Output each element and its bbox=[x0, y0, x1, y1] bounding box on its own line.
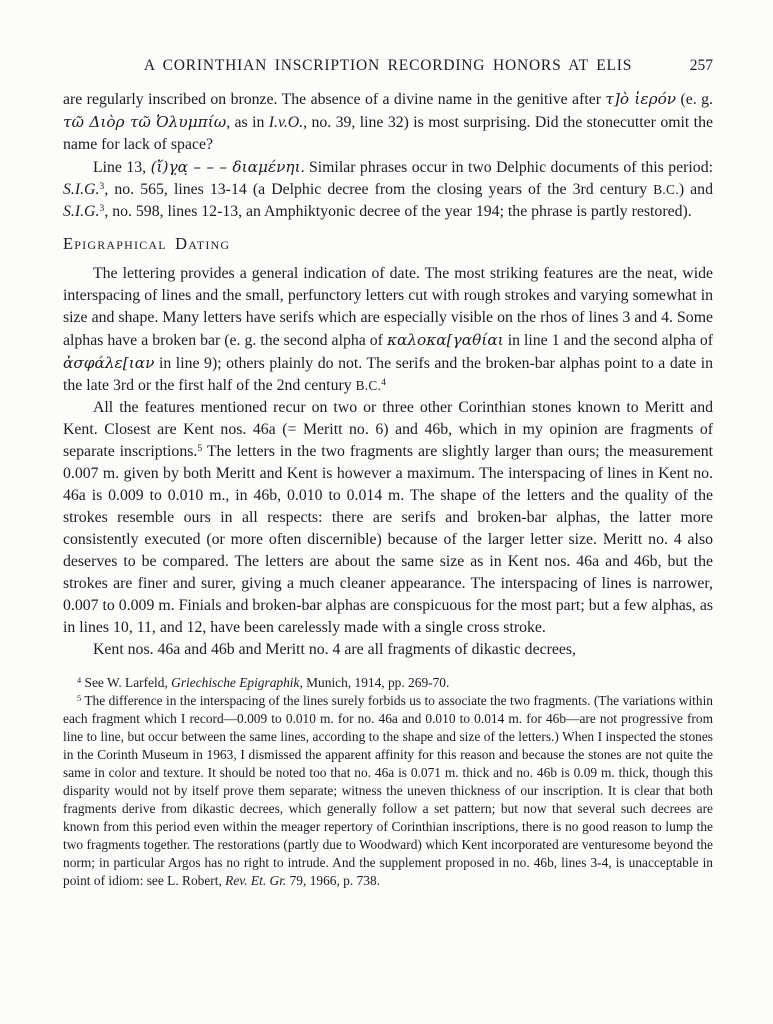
text-run: 79, 1966, p. 738. bbox=[286, 873, 380, 888]
text-run: Griechische Epigraphik bbox=[171, 675, 300, 690]
text-run: in line 1 and the second alpha of bbox=[503, 332, 713, 349]
text-run: See W. Larfeld, bbox=[81, 675, 172, 690]
text-run: , Munich, 1914, pp. 269-70. bbox=[299, 675, 450, 690]
text-run: καλοκα[γαθίαι bbox=[386, 331, 504, 349]
text-run: τῶ Διὸρ τῶ Ὀλυμπίω bbox=[63, 113, 227, 131]
body-paragraphs-section bbox=[63, 263, 713, 661]
text-run: 3 bbox=[99, 181, 105, 193]
text-run: All the features mentioned recur on two or three other Corinthian stones known to Meritt and Kent. Closest are Kent nos. 46a (= Meritt no. 6) and 46b, which in my opinion are fragments of separate inscriptions. bbox=[63, 399, 713, 460]
running-head bbox=[63, 56, 713, 76]
footnote bbox=[63, 674, 713, 692]
text-run: S.I.G. bbox=[63, 181, 100, 198]
page-number: 257 bbox=[689, 57, 713, 74]
section-heading: Epigraphical Dating bbox=[63, 234, 231, 253]
text-run: 5 bbox=[77, 693, 82, 703]
text-run: 4 bbox=[77, 675, 82, 685]
text-run: 3 bbox=[99, 203, 105, 215]
text-run: Kent nos. 46a and 46b and Meritt no. 4 are all fragments of dikastic decrees, bbox=[93, 641, 576, 658]
text-run: ) and bbox=[678, 181, 713, 198]
text-run: 4 bbox=[381, 377, 387, 389]
text-run: are regularly inscribed on bronze. The absence of a divine name in the genitive after bbox=[63, 91, 606, 108]
text-run: (e. g. bbox=[676, 91, 713, 108]
text-run: ἀσφάλε[ιαν bbox=[63, 354, 155, 372]
text-run: (ἴ)γ̣α̣ – – – διαμένηι bbox=[150, 158, 301, 176]
paragraph bbox=[63, 88, 713, 156]
text-run: in line 9); others plainly do not. The serifs and the broken-bar alphas point to a date in the late 3rd or the first half of the 2nd century bbox=[63, 355, 713, 394]
text-run: τ]ὸ ἱερόν bbox=[605, 90, 677, 108]
body-paragraphs-top bbox=[63, 88, 713, 223]
text-run: The difference in the interspacing of the lines surely forbids us to associate the two fragments. (The variations within each fragment which I record—0.009 to 0.010 m. for no. 46a and 0.010 to 0.014 m. for 46b—are not progressive from line to line, but occur between the same lines, according to the shape and size of the letters.) When I inspected the stones in the Corinth Museum in 1963, I dismissed the apparent affinity for this reason and because the stones are not quite the same in color and texture. It should be noted too that no. 46a is 0.071 m. thick and no. 46b is 0.09 m. thick, though this disparity would not by itself prove them separate; witness the uneven thickness of our inscription. It is clear that both fragments derive from dikastic decrees, which generally follow a set pattern; but now that several such decrees are known from this period even within the meager repertory of Corinthian inscriptions, there is no good reason to lump the two fragments together. The restorations (partly due to Woodward) which Kent incorporated are venturesome beyond the norm; in particular Argos has no right to intrude. And the supplement proposed in no. 46b, lines 3-4, is unacceptable in point of idiom: see L. Robert, bbox=[63, 693, 713, 888]
text-run: , no. 598, lines 12-13, an Amphiktyonic decree of the year 194; the phrase is partly restored). bbox=[104, 203, 692, 220]
text-run: Line 13, bbox=[93, 159, 151, 176]
text-run: The lettering provides a general indication of date. The most striking features are the neat, wide interspacing of lines and the small, perfunctory letters cut with rough strokes and varying somewhat in size and shape. Many letters have serifs which are especially visible on the rhos of lines 3 and 4. Some alphas have a broken bar (e. g. the second alpha of bbox=[63, 265, 713, 349]
paragraph bbox=[63, 639, 713, 661]
text-run: 5 bbox=[197, 443, 203, 455]
paragraph bbox=[63, 156, 713, 223]
text-run: Rev. Et. Gr. bbox=[225, 873, 287, 888]
text-run: , no. 39, line 32) is most surprising. Did the stonecutter omit the name for lack of space? bbox=[63, 114, 713, 153]
footnotes bbox=[63, 674, 713, 890]
text-run: B.C. bbox=[653, 182, 679, 197]
text-run: I.v.O. bbox=[268, 114, 304, 131]
text-run: B.C. bbox=[355, 378, 382, 393]
text-run: , no. 565, lines 13-14 (a Delphic decree from the closing years of the 3rd century bbox=[104, 181, 654, 198]
text-run: S.I.G. bbox=[63, 203, 100, 220]
text-run: The letters in the two fragments are slightly larger than ours; the measurement 0.007 m. given by both Meritt and Kent is however a maximum. The interspacing of lines in Kent no. 46a is 0.009 to 0.010 m., in 46b, 0.010 to 0.014 m. The shape of the letters and the quality of the strokes resemble ours in all respects: there are serifs and broken-bar alphas, the latter more consistently executed (or more often discernible) because of the larger letter size. Meritt no. 4 also deserves to be compared. The letters are about the same size as in Kent nos. 46a and 46b, but the strokes are finer and surer, giving a much cleaner appearance. The interspacing of lines is narrower, 0.007 to 0.009 m. Finials and broken-bar alphas are conspicuous for the most part; but a few alphas, as in lines 10, 11, and 12, have been carelessly made with a single cross stroke. bbox=[63, 443, 713, 636]
page-title: A CORINTHIAN INSCRIPTION RECORDING HONORS AT ELIS bbox=[143, 57, 633, 74]
paragraph bbox=[63, 263, 713, 397]
text-run: , as in bbox=[226, 114, 269, 131]
paragraph bbox=[63, 397, 713, 639]
text-run: . Similar phrases occur in two Delphic documents of this period: bbox=[300, 159, 713, 176]
footnote bbox=[63, 692, 713, 890]
